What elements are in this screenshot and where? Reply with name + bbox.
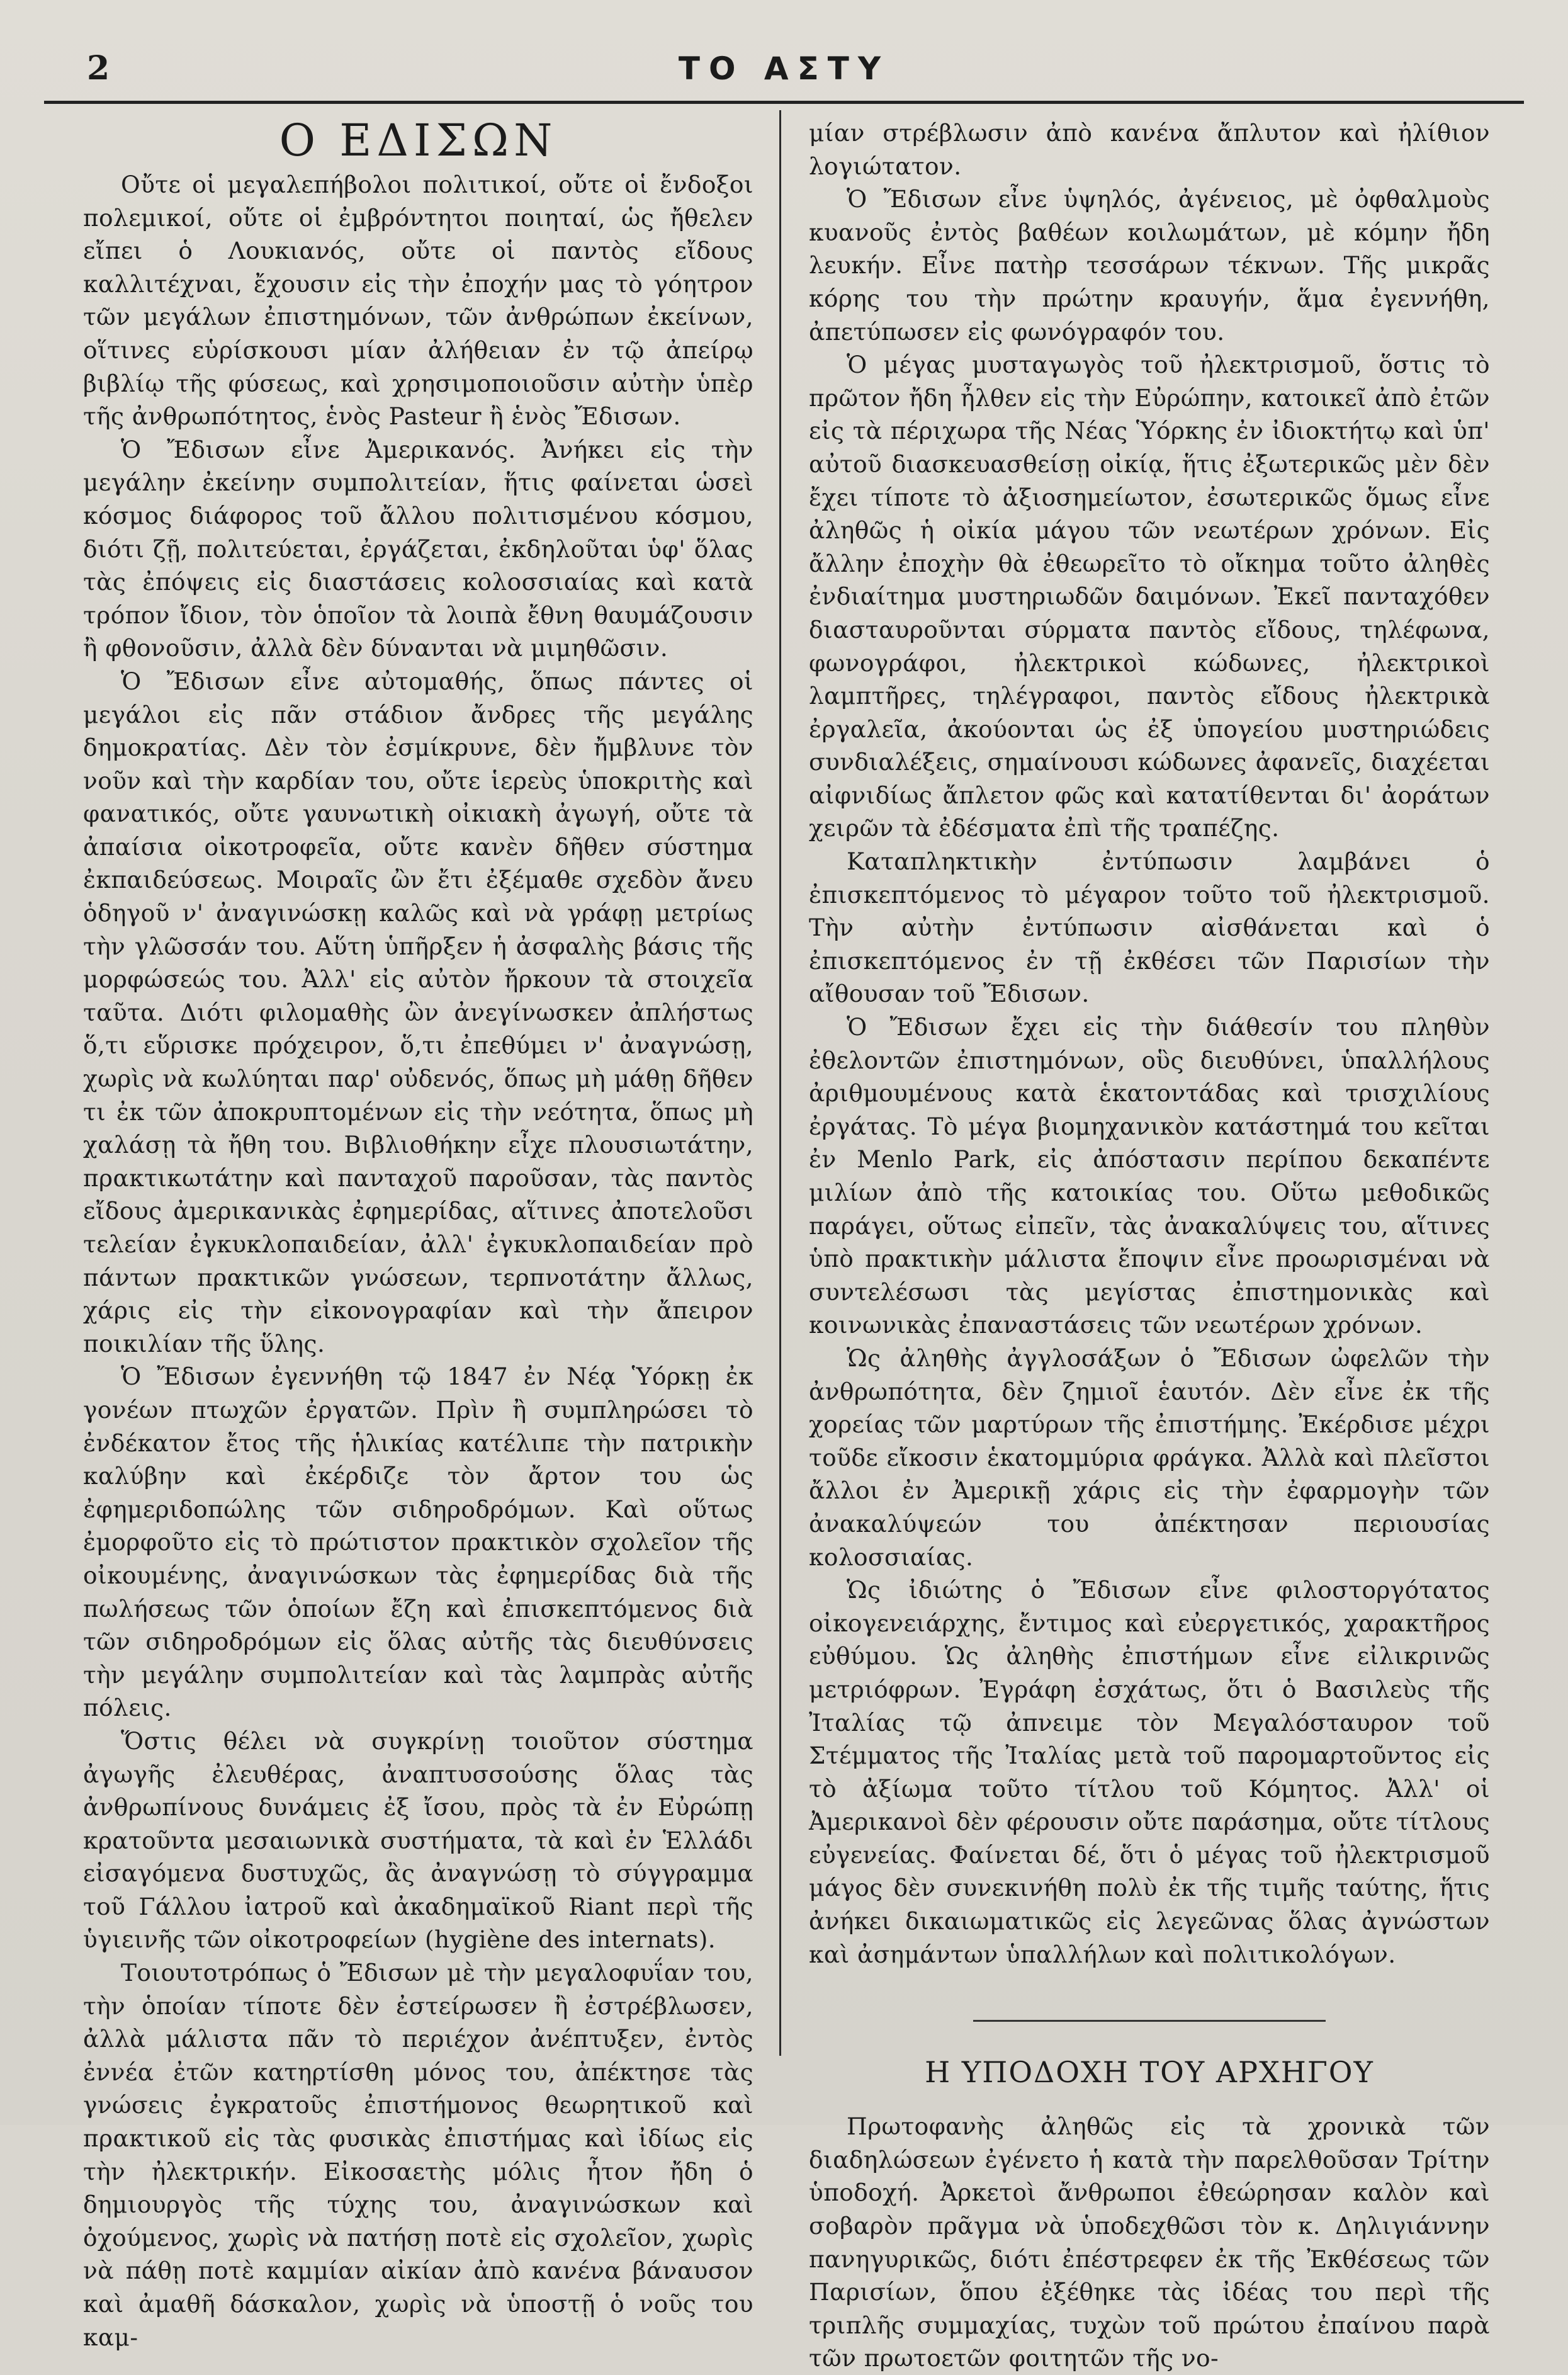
paragraph: Ὁ Ἔδισων εἶνε ὑψηλός, ἀγένειος, μὲ ὀφθαλμοὺς κυανοῦς ἐντὸς βαθέων κοιλωμάτων, μὲ κόμην ἤδη λευκήν. Εἶνε πατὴρ τεσσάρων τέκνων. Τῆς μικρᾶς κόρης του τὴν πρώτην κραυγήν, ἅμα ἐγεννήθη, ἀπετύπωσεν εἰς φωνόγραφόν του. [809,185,1490,346]
paragraph: Ὁ μέγας μυσταγωγὸς τοῦ ἠλεκτρισμοῦ, ὅστις τὸ πρῶτον ἤδη ἦλθεν εἰς τὴν Εὐρώπην, κατοικεῖ ἀπὸ ἐτῶν εἰς τὰ πέριχωρα τῆς Νέας Ὑόρκης ἐν ἰδιοκτήτῳ καὶ ὑπ' αὐτοῦ διασκευασθείσῃ οἰκίᾳ, ἥτις ἐξωτερικῶς μὲν δὲν ἔχει τίποτε τὸ ἀξιοσημείωτον, ἐσωτερικῶς ὅμως εἶνε ἀληθῶς ἡ οἰκία μάγου τῶν νεωτέρων χρόνων. Εἰς ἄλλην ἐποχὴν θὰ ἐθεωρεῖτο τὸ οἴκημα τοῦτο ἀληθὲς ἐνδιαίτημα μυστηριωδῶν δαιμόνων. Ἐκεῖ πανταχόθεν διασταυροῦνται σύρματα παντὸς εἴδους, τηλέφωνα, φωνογράφοι, ἠλεκτρικοὶ κώδωνες, ἠλεκτρικοὶ λαμπτῆρες, τηλέγραφοι, παντὸς εἴδους ἠλεκτρικὰ ἐργαλεῖα, ἀκούονται ὡς ἐξ ὑπογείου μυστηριώδεις συνδιαλέξεις, σημαίνουσι κώδωνες ἀφανεῖς, διαχέεται αἰφνιδίως ἄπλετον φῶς καὶ κατατίθενται δι' ἀοράτων χειρῶν τὰ ἐδέσματα ἐπὶ τῆς τραπέζης. [809,351,1490,842]
paragraph-continuation: μίαν στρέβλωσιν ἀπὸ κανένα ἄπλυτον καὶ ἠλίθιον λογιώτατον. [809,119,1490,180]
section-separator [973,2020,1326,2022]
page-header [44,38,1524,104]
paragraph: Τοιουτοτρόπως ὁ Ἔδισων μὲ τὴν μεγαλοφυΐαν του, τὴν ὁποίαν τίποτε δὲν ἐστείρωσεν ἢ ἐστρέβλωσεν, ἀλλὰ μάλιστα πᾶν τὸ περιέχον ἀνέπτυξεν, ἐντὸς ἐννέα ἐτῶν κατηρτίσθη μόνος του, ἀπέκτησε τὰς γνώσεις ἐγκρατοῦς ἐπιστήμονος θεωρητικοῦ καὶ πρακτικοῦ εἰς τὰς φυσικὰς ἐπιστήμας καὶ ἰδίως εἰς τὴν ἠλεκτρικήν. Εἰκοσαετὴς μόλις ἦτον ἤδη ὁ δημιουργὸς τῆς τύχης του, ἀναγινώσκων καὶ ὀχούμενος, χωρὶς νὰ πατήσῃ ποτὲ εἰς σχολεῖον, χωρὶς νὰ πάθῃ ποτὲ καμμίαν αἰκίαν ἀπὸ κανένα βάναυσον καὶ ἀμαθῆ δάσκαλον, χωρὶς νὰ ὑποστῇ ὁ νοῦς του καμ- [83,1959,753,2351]
paragraph: Ὁ Ἔδισων εἶνε Ἀμερικανός. Ἀνήκει εἰς τὴν μεγάλην ἐκείνην συμπολιτείαν, ἥτις φαίνεται ὡσεὶ κόσμος διάφορος τοῦ ἄλλου πολιτισμένου κόσμου, διότι ζῇ, πολιτεύεται, ἐργάζεται, ἐκδηλοῦται ὑφ' ὅλας τὰς ἐπόψεις εἰς διαστάσεις κολοσσιαίας καὶ κατὰ τρόπον ἴδιον, τὸν ὁποῖον τὰ λοιπὰ ἔθνη θαυμάζουσιν ἢ φθονοῦσιν, ἀλλὰ δὲν δύνανται νὰ μιμηθῶσιν. [83,435,753,662]
article-title-reception: Η ΥΠΟΔΟΧΗ ΤΟΥ ΑΡΧΗΓΟΥ [925,2055,1374,2090]
paragraph: Πρωτοφανὴς ἀληθῶς εἰς τὰ χρονικὰ τῶν διαδηλώσεων ἐγένετο ἡ κατὰ τὴν παρελθοῦσαν Τρίτην ὑποδοχή. Ἀρκετοὶ ἄνθρωποι ἐθεώρησαν καλὸν καὶ σοβαρὸν πρᾶγμα νὰ ὑποδεχθῶσι τὸν κ. Δηλιγιάννην πανηγυρικῶς, διότι ἐπέστρεφεν ἐκ τῆς Ἐκθέσεως τῶν Παρισίων, ὅπου ἐξέθηκε τὰς ἰδέας του περὶ τῆς τριπλῆς συμμαχίας, τυχὼν τοῦ πρώτου ἐπαίνου παρὰ τῶν πρωτοετῶν φοιτητῶν τῆς νο- [809,2112,1490,2372]
paragraph: Καταπληκτικὴν ἐντύπωσιν λαμβάνει ὁ ἐπισκεπτόμενος τὸ μέγαρον τοῦτο τοῦ ἠλεκτρισμοῦ. Τὴν αὐτὴν ἐντύπωσιν αἰσθάνεται καὶ ὁ ἐπισκεπτόμενος ἐν τῇ ἐκθέσει τῶν Παρισίων τὴν αἴθουσαν τοῦ Ἔδισων. [809,847,1490,1008]
paragraph: Οὔτε οἱ μεγαλεπήβολοι πολιτικοί, οὔτε οἱ ἔνδοξοι πολεμικοί, οὔτε οἱ ἐμβρόντητοι ποιηταί, ὡς ἤθελεν εἴπει ὁ Λουκιανός, οὔτε οἱ παντὸς εἴδους καλλιτέχναι, ἔχουσιν εἰς τὴν ἐποχήν μας τὸ γόητρον τῶν μεγάλων ἐπιστημόνων, τῶν ἀνθρώπων ἐκείνων, οἵτινες εὑρίσκουσι μίαν ἀλήθειαν ἐν τῷ ἀπείρῳ βιβλίῳ τῆς φύσεως, καὶ χρησιμοποιοῦσιν αὐτὴν ὑπὲρ τῆς ἀνθρωπότητος, ἑνὸς Pasteur ἢ ἑνὸς Ἔδισων. [83,171,753,431]
paragraph: Ὅστις θέλει νὰ συγκρίνῃ τοιοῦτον σύστημα ἀγωγῆς ἐλευθέρας, ἀναπτυσσούσης ὅλας τὰς ἀνθρωπίνους δυνάμεις ἐξ ἴσου, πρὸς τὰ ἐν Εὐρώπῃ κρατοῦντα μεσαιωνικὰ συστήματα, τὰ καὶ ἐν Ἑλλάδι εἰσαγόμενα δυστυχῶς, ἂς ἀναγνώσῃ τὸ σύγγραμμα τοῦ Γάλλου ἰατροῦ καὶ ἀκαδημαϊκοῦ Riant περὶ τῆς ὑγιεινῆς τῶν οἰκοτροφείων (hygiène des internats). [83,1726,753,1954]
masthead: ΤΟ ΑΣΤΥ [678,50,890,87]
page-number: 2 [87,49,111,88]
right-column [809,116,1490,2375]
left-column [83,116,753,2354]
paragraph: Ὡς ἰδιώτης ὁ Ἔδισων εἶνε φιλοστοργότατος οἰκογενειάρχης, ἔντιμος καὶ εὐεργετικός, χαρακτῆρος εὐθύμου. Ὡς ἀληθὴς ἐπιστήμων εἶνε εἰλικρινῶς μετριόφρων. Ἐγράφη ἐσχάτως, ὅτι ὁ Βασιλεὺς τῆς Ἰταλίας τῷ ἀπνειμε τὸν Μεγαλόσταυρον τοῦ Στέμματος τῆς Ἰταλίας μετὰ τοῦ παρομαρτοῦντος εἰς τὸ ἀξίωμα τοῦτο τίτλου τοῦ Κόμητος. Ἀλλ' οἱ Ἀμερικανοὶ δὲν φέρουσιν οὔτε παράσημα, οὔτε τίτλους εὐγενείας. Φαίνεται δέ, ὅτι ὁ μέγας τοῦ ἠλεκτρισμοῦ μάγος δὲν συνεκινήθη πολὺ ἐκ τῆς τιμῆς ταύτης, ἥτις ἀνήκει δικαιωματικῶς εἰς λεγεῶνας ὅλας ἀγνώστων καὶ ἀσημάντων ὑπαλλήλων καὶ πολιτικολόγων. [809,1576,1490,1968]
paragraph: Ὁ Ἔδισων ἐγεννήθη τῷ 1847 ἐν Νέᾳ Ὑόρκῃ ἐκ γονέων πτωχῶν ἐργατῶν. Πρὶν ἢ συμπληρώσει τὸ ἐνδέκατον ἔτος τῆς ἡλικίας κατέλιπε τὴν πατρικὴν καλύβην καὶ ἐκέρδιζε τὸν ἄρτον του ὡς ἐφημεριδοπώλης τῶν σιδηροδρόμων. Καὶ οὕτως ἐμορφοῦτο εἰς τὸ πρώτιστον πρακτικὸν σχολεῖον τῆς οἰκουμένης, ἀναγινώσκων τὰς ἐφημερίδας διὰ τῆς πωλήσεως τῶν ὁποίων ἔζη καὶ ἐπισκεπτόμενος διὰ τῶν σιδηροδρόμων εἰς ὅλας αὐτῆς τὰς διευθύνσεις τὴν μεγάλην συμπολιτείαν καὶ τὰς λαμπρὰς αὐτῆς πόλεις. [83,1363,753,1722]
paragraph: Ὡς ἀληθὴς ἀγγλοσάξων ὁ Ἔδισων ὠφελῶν τὴν ἀνθρωπότητα, δὲν ζημιοῖ ἑαυτόν. Δὲν εἶνε ἐκ τῆς χορείας τῶν μαρτύρων τῆς ἐπιστήμης. Ἐκέρδισε μέχρι τοῦδε εἴκοσιν ἑκατομμύρια φράγκα. Ἀλλὰ καὶ πλεῖστοι ἄλλοι ἐν Ἀμερικῇ χάρις εἰς τὴν ἐφαρμογὴν τῶν ἀνακαλύψεών του ἀπέκτησαν περιουσίας κολοσσιαίας. [809,1344,1490,1571]
paragraph: Ὁ Ἔδισων ἔχει εἰς τὴν διάθεσίν του πληθὺν ἐθελοντῶν ἐπιστημόνων, οὓς διευθύνει, ὑπαλλήλους ἀριθμουμένους κατὰ ἑκατοντάδας καὶ τρισχιλίους ἐργάτας. Τὸ μέγα βιομηχανικὸν κατάστημά του κεῖται ἐν Menlo Park, εἰς ἀπόστασιν περίπου δεκαπέντε μιλίων ἀπὸ τῆς κατοικίας του. Οὕτω μεθοδικῶς παράγει, οὕτως εἰπεῖν, τὰς ἀνακαλύψεις του, αἵτινες ὑπὸ πρακτικὴν μάλιστα ἔποψιν εἶνε προωρισμέναι νὰ συντελέσωσι τὰς μεγίστας ἐπιστημονικὰς καὶ κοινωνικὰς ἐπαναστάσεις τῶν νεωτέρων χρόνων. [809,1013,1490,1339]
article-title-edison: Ο ΕΔΙΣΩΝ [279,115,558,166]
column-divider [779,110,781,2056]
paragraph: Ὁ Ἔδισων εἶνε αὐτομαθής, ὅπως πάντες οἱ μεγάλοι εἰς πᾶν στάδιον ἄνδρες τῆς μεγάλης δημοκρατίας. Δὲν τὸν ἐσμίκρυνε, δὲν ἤμβλυνε τὸν νοῦν καὶ τὴν καρδίαν του, οὔτε ἱερεὺς ὑποκριτὴς καὶ φανατικός, οὔτε γαυνωτικὴ οἰκιακὴ ἀγωγή, οὔτε τὰ ἀπαίσια οἰκοτροφεῖα, οὔτε κανὲν δῆθεν σύστημα ἐκπαιδεύσεως. Μοιραῖς ὢν ἔτι ἐξέμαθε σχεδὸν ἄνευ ὁδηγοῦ ν' ἀναγινώσκῃ καλῶς καὶ νὰ γράφῃ μετρίως τὴν γλῶσσάν του. Αὕτη ὑπῆρξεν ἡ ἀσφαλὴς βάσις τῆς μορφώσεώς του. Ἀλλ' εἰς αὐτὸν ἤρκουν τὰ στοιχεῖα ταῦτα. Διότι φιλομαθὴς ὢν ἀνεγίνωσκεν ἀπλήστως ὅ,τι εὕρισκε πρόχειρον, ὅ,τι ἐπεθύμει ν' ἀναγνώσῃ, χωρὶς νὰ κωλύηται παρ' οὐδενός, ὅπως μὴ μάθῃ δῆθεν τι ἐκ τῶν ἀποκρυπτομένων εἰς τὴν νεότητα, ὅπως μὴ χαλάσῃ τὰ ἤθη του. Βιβλιοθήκην εἶχε πλουσιωτάτην, πρακτικωτάτην καὶ πανταχοῦ παροῦσαν, τὰς παντὸς εἴδους ἀμερικανικὰς ἐφημερίδας, αἵτινες ἀποτελοῦσι τελείαν ἐγκυκλοπαιδείαν, ἀλλ' ἐγκυκλοπαιδείαν πρὸ πάντων πρακτικῶν γνώσεων, τερπνοτάτην ἄλλως, χάρις εἰς τὴν εἰκονογραφίαν καὶ τὴν ἄπειρον ποικιλίαν τῆς ὕλης. [83,667,753,1358]
